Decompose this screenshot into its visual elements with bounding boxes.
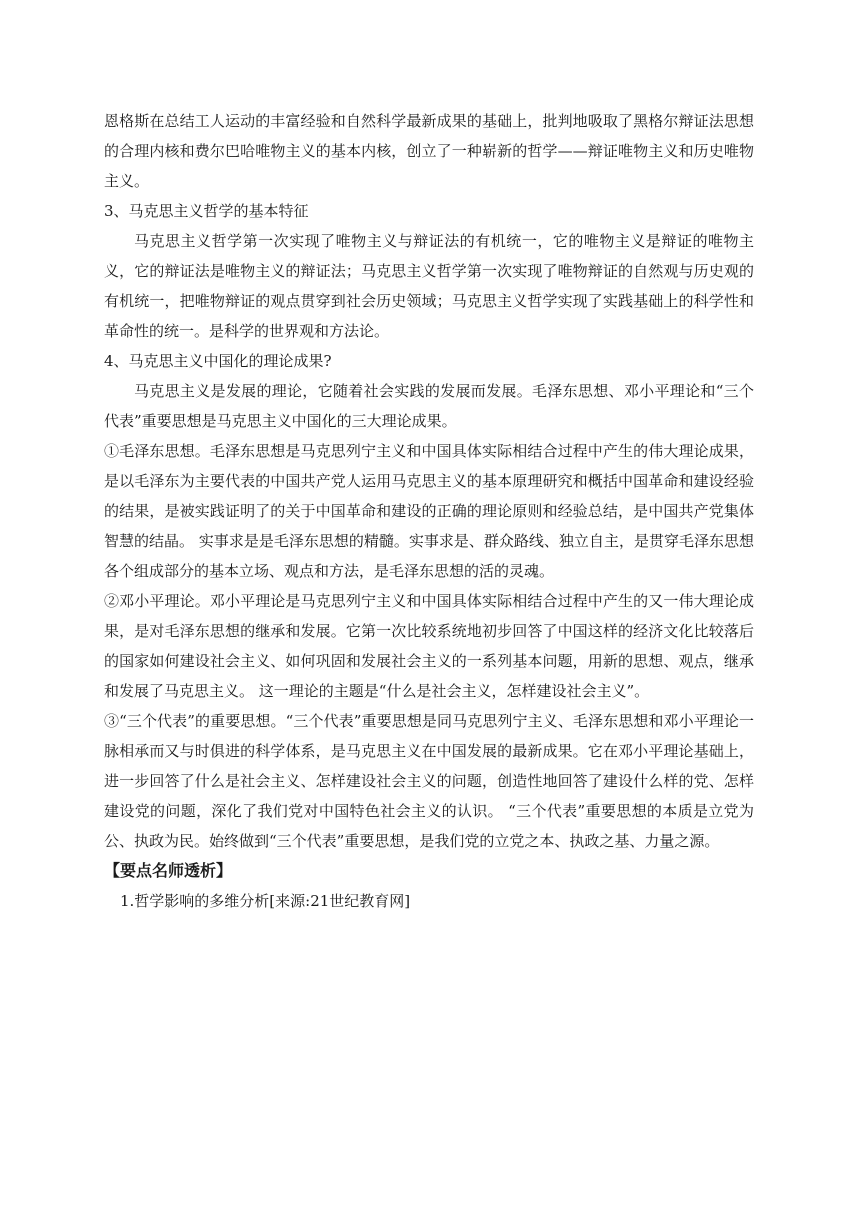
section-heading-key-points: 【要点名师透析】 [104, 861, 233, 880]
paragraph-deng-theory: ②邓小平理论。邓小平理论是马克思列宁主义和中国具体实际相结合过程中产生的又一伟大理论成果，是对毛泽东思想的继承和发展。它第一次比较系统地初步回答了中国这样的经济文化比较落后的国家如何建设社会主义、如何巩固和发展社会主义的一系列基本问题，用新的思想、观点，继承和发展了马克思主义。 这一理论的主题是“什么是社会主义，怎样建设社会主义”。 [104, 592, 754, 700]
heading-sinicization: 4、马克思主义中国化的理论成果? [104, 352, 332, 370]
paragraph-engels: 恩格斯在总结工人运动的丰富经验和自然科学最新成果的基础上，批判地吸取了黑格尔辩证法思想的合理内核和费尔巴哈唯物主义的基本内核，创立了一种崭新的哲学——辩证唯物主义和历史唯物主义。 [104, 112, 754, 190]
paragraph-basic-features: 马克思主义哲学第一次实现了唯物主义与辩证法的有机统一，它的唯物主义是辩证的唯物主义，它的辩证法是唯物主义的辩证法；马克思主义哲学第一次实现了唯物辩证的自然观与历史观的有机统一，把唯物辩证的观点贯穿到社会历史领域；马克思主义哲学实现了实践基础上的科学性和革命性的统一。是科学的世界观和方法论。 [104, 232, 754, 340]
paragraph-three-represents: ③“三个代表”的重要思想。“三个代表”重要思想是同马克思列宁主义、毛泽东思想和邓小平理论一脉相承而又与时俱进的科学体系，是马克思主义在中国发展的最新成果。它在邓小平理论基础上，进一步回答了什么是社会主义、怎样建设社会主义的问题，创造性地回答了建设什么样的党、怎样建设党的问题，深化了我们党对中国特色社会主义的认识。 “三个代表”重要思想的本质是立党为公、执政为民。始终做到“三个代表”重要思想，是我们党的立党之本、执政之基、力量之源。 [104, 712, 754, 850]
heading-basic-features: 3、马克思主义哲学的基本特征 [104, 202, 309, 220]
document-page [104, 106, 754, 916]
sub-item-philosophy-influence: 1.哲学影响的多维分析[来源:21世纪教育网] [120, 892, 411, 910]
paragraph-mao-thought: ①毛泽东思想。毛泽东思想是马克思列宁主义和中国具体实际相结合过程中产生的伟大理论成果，是以毛泽东为主要代表的中国共产党人运用马克思主义的基本原理研究和概括中国革命和建设经验的结果，是被实践证明了的关于中国革命和建设的正确的理论原则和经验总结，是中国共产党集体智慧的结晶。 实事求是是毛泽东思想的精髓。实事求是、群众路线、独立自主，是贯穿毛泽东思想各个组成部分的基本立场、观点和方法，是毛泽东思想的活的灵魂。 [104, 442, 754, 580]
paragraph-sinicization: 马克思主义是发展的理论，它随着社会实践的发展而发展。毛泽东思想、邓小平理论和“三个代表”重要思想是马克思主义中国化的三大理论成果。 [104, 382, 754, 430]
